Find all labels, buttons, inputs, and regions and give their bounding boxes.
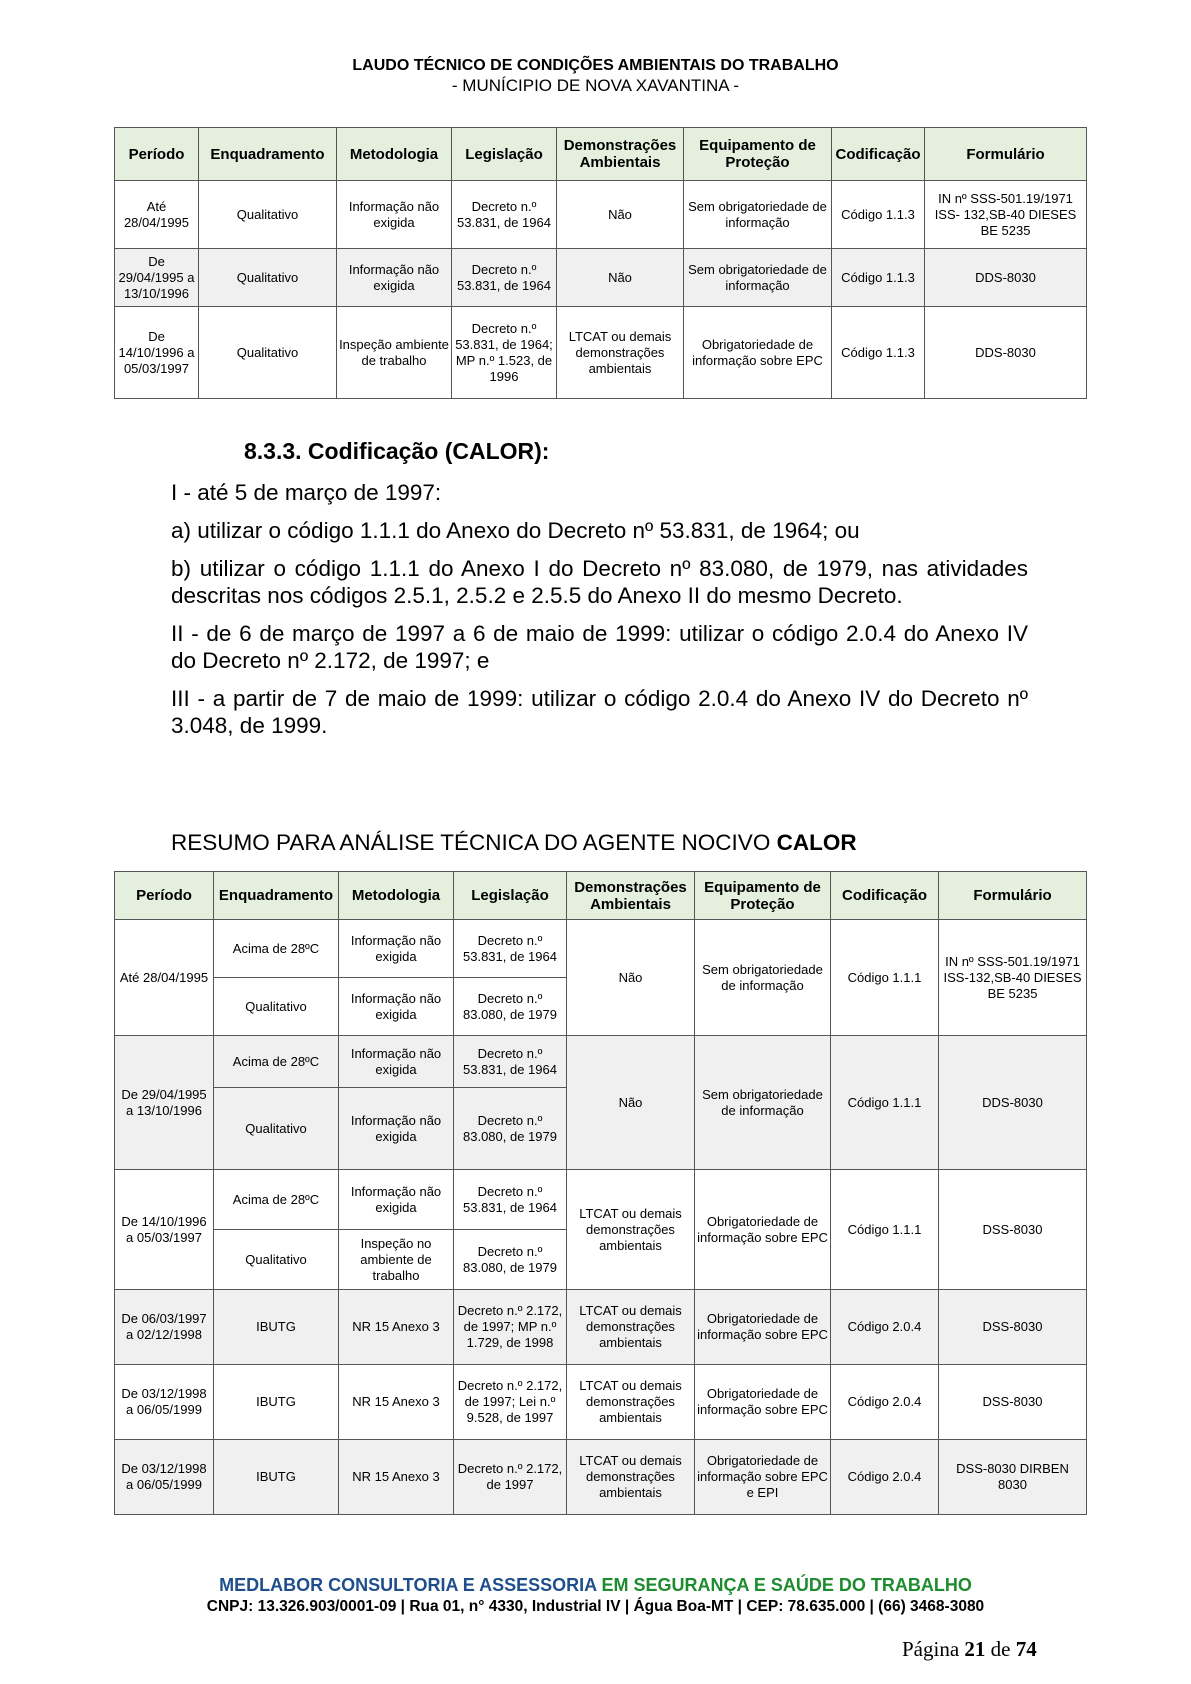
cell-legislacao: Decreto n.º 53.831, de 1964 — [452, 181, 557, 249]
header-periodo: Período — [115, 128, 199, 181]
cell-enquadramento: IBUTG — [214, 1365, 339, 1440]
cell-periodo: De 29/04/1995 a 13/10/1996 — [115, 1036, 214, 1170]
page-label: Página — [902, 1637, 960, 1661]
cell-codificacao: Código 1.1.1 — [831, 1036, 939, 1170]
cell-enquadramento: Qualitativo — [214, 1088, 339, 1170]
cell-legislacao: Decreto n.º 53.831, de 1964 — [452, 249, 557, 307]
header-demonstracoes: Demonstrações Ambientais — [557, 128, 684, 181]
cell-metodologia: Informação não exigida — [339, 920, 454, 978]
cell-demonstracoes: LTCAT ou demais demonstrações ambientais — [557, 307, 684, 399]
resumo-prefix: RESUMO PARA ANÁLISE TÉCNICA DO AGENTE NOCIVO — [171, 830, 777, 855]
header-demonstracoes: Demonstrações Ambientais — [567, 872, 695, 920]
cell-formulario: DDS-8030 — [925, 307, 1087, 399]
cell-legislacao: Decreto n.º 83.080, de 1979 — [454, 978, 567, 1036]
cell-metodologia: Informação não exigida — [339, 1088, 454, 1170]
cell-metodologia: Informação não exigida — [339, 1170, 454, 1230]
document-title: LAUDO TÉCNICO DE CONDIÇÕES AMBIENTAIS DO TRABALHO — [352, 57, 839, 74]
cell-codificacao: Código 2.0.4 — [831, 1365, 939, 1440]
cell-enquadramento: Acima de 28ºC — [214, 1036, 339, 1088]
header-equipamento: Equipamento de Proteção — [695, 872, 831, 920]
header-formulario: Formulário — [939, 872, 1087, 920]
header-codificacao: Codificação — [832, 128, 925, 181]
cell-formulario: DSS-8030 — [939, 1290, 1087, 1365]
header-codificacao: Codificação — [831, 872, 939, 920]
cell-codificacao: Código 1.1.3 — [832, 181, 925, 249]
cell-codificacao: Código 1.1.1 — [831, 920, 939, 1036]
cell-codificacao: Código 2.0.4 — [831, 1290, 939, 1365]
header-metodologia: Metodologia — [339, 872, 454, 920]
resumo-agent: CALOR — [776, 830, 857, 855]
table-row — [115, 920, 1087, 978]
cell-metodologia: Informação não exigida — [339, 978, 454, 1036]
cell-legislacao: Decreto n.º 2.172, de 1997; MP n.º 1.729, de 1998 — [454, 1290, 567, 1365]
paragraph: b) utilizar o código 1.1.1 do Anexo I do Decreto nº 83.080, de 1979, nas atividades descritas nos códigos 2.5.1, 2.5.2 e 2.5.5 do Anexo II do mesmo Decreto. — [171, 556, 1028, 608]
table-resumo-calor — [114, 871, 1087, 1515]
cell-formulario: DDS-8030 — [939, 1036, 1087, 1170]
header-legislacao: Legislação — [454, 872, 567, 920]
footer-company-area: EM SEGURANÇA E SAÚDE DO TRABALHO — [601, 1575, 972, 1595]
cell-demonstracoes: LTCAT ou demais demonstrações ambientais — [567, 1440, 695, 1515]
cell-codificacao: Código 2.0.4 — [831, 1440, 939, 1515]
paragraph: II - de 6 de março de 1997 a 6 de maio de 1999: utilizar o código 2.0.4 do Anexo IV do Decreto nº 2.172, de 1997; e — [171, 621, 1028, 673]
cell-metodologia: NR 15 Anexo 3 — [339, 1440, 454, 1515]
cell-enquadramento: Qualitativo — [214, 1230, 339, 1290]
cell-periodo: De 14/10/1996 a 05/03/1997 — [115, 1170, 214, 1290]
header-equipamento: Equipamento de Proteção — [684, 128, 832, 181]
document-footer — [0, 1574, 1191, 1618]
resumo-heading — [171, 830, 857, 856]
cell-legislacao: Decreto n.º 53.831, de 1964; MP n.º 1.523, de 1996 — [452, 307, 557, 399]
cell-formulario: IN nº SSS-501.19/1971 ISS-132,SB-40 DIESES BE 5235 — [939, 920, 1087, 1036]
cell-formulario: DSS-8030 — [939, 1365, 1087, 1440]
cell-periodo: Até 28/04/1995 — [115, 920, 214, 1036]
cell-periodo: De 03/12/1998 a 06/05/1999 — [115, 1365, 214, 1440]
cell-metodologia: Inspeção ambiente de trabalho — [337, 307, 452, 399]
cell-legislacao: Decreto n.º 2.172, de 1997; Lei n.º 9.528, de 1997 — [454, 1365, 567, 1440]
cell-metodologia: Inspeção no ambiente de trabalho — [339, 1230, 454, 1290]
table-row — [115, 1440, 1087, 1515]
table-row — [115, 307, 1087, 399]
cell-metodologia: Informação não exigida — [339, 1036, 454, 1088]
section-body — [171, 479, 1028, 750]
cell-equipamento: Sem obrigatoriedade de informação — [684, 249, 832, 307]
cell-equipamento: Obrigatoriedade de informação sobre EPC — [695, 1365, 831, 1440]
cell-demonstracoes: Não — [567, 1036, 695, 1170]
table-row — [115, 1365, 1087, 1440]
header-periodo: Período — [115, 872, 214, 920]
cell-enquadramento: Acima de 28ºC — [214, 920, 339, 978]
cell-formulario: DSS-8030 — [939, 1170, 1087, 1290]
table-row — [115, 1036, 1087, 1088]
table-row — [115, 1170, 1087, 1230]
cell-enquadramento: IBUTG — [214, 1440, 339, 1515]
header-enquadramento: Enquadramento — [214, 872, 339, 920]
footer-company — [0, 1574, 1191, 1596]
cell-demonstracoes: Não — [557, 181, 684, 249]
cell-codificacao: Código 1.1.3 — [832, 307, 925, 399]
cell-legislacao: Decreto n.º 2.172, de 1997 — [454, 1440, 567, 1515]
cell-enquadramento: Qualitativo — [199, 181, 337, 249]
page-number — [902, 1637, 1037, 1662]
header-enquadramento: Enquadramento — [199, 128, 337, 181]
table-row — [115, 181, 1087, 249]
table-row — [115, 1290, 1087, 1365]
cell-equipamento: Obrigatoriedade de informação sobre EPC — [684, 307, 832, 399]
cell-legislacao: Decreto n.º 83.080, de 1979 — [454, 1230, 567, 1290]
cell-legislacao: Decreto n.º 53.831, de 1964 — [454, 1036, 567, 1088]
page-of: de — [990, 1637, 1011, 1661]
cell-periodo: De 03/12/1998 a 06/05/1999 — [115, 1440, 214, 1515]
cell-demonstracoes: Não — [557, 249, 684, 307]
table-row — [115, 249, 1087, 307]
cell-equipamento: Obrigatoriedade de informação sobre EPC e EPI — [695, 1440, 831, 1515]
cell-enquadramento: IBUTG — [214, 1290, 339, 1365]
document-header — [0, 56, 1191, 96]
footer-address: CNPJ: 13.326.903/0001-09 | Rua 01, n° 4330, Industrial IV | Água Boa-MT | CEP: 78.635.000 | (66) 3468-3080 — [206, 1598, 985, 1615]
cell-codificacao: Código 1.1.3 — [832, 249, 925, 307]
cell-equipamento: Sem obrigatoriedade de informação — [684, 181, 832, 249]
cell-periodo: Até 28/04/1995 — [115, 181, 199, 249]
cell-legislacao: Decreto n.º 83.080, de 1979 — [454, 1088, 567, 1170]
cell-enquadramento: Qualitativo — [199, 307, 337, 399]
table-header-row — [115, 872, 1087, 920]
cell-demonstracoes: Não — [567, 920, 695, 1036]
cell-metodologia: Informação não exigida — [337, 249, 452, 307]
cell-equipamento: Sem obrigatoriedade de informação — [695, 920, 831, 1036]
cell-codificacao: Código 1.1.1 — [831, 1170, 939, 1290]
cell-metodologia: NR 15 Anexo 3 — [339, 1365, 454, 1440]
cell-periodo: De 14/10/1996 a 05/03/1997 — [115, 307, 199, 399]
cell-enquadramento: Qualitativo — [199, 249, 337, 307]
cell-equipamento: Sem obrigatoriedade de informação — [695, 1036, 831, 1170]
cell-formulario: IN nº SSS-501.19/1971 ISS- 132,SB-40 DIESES BE 5235 — [925, 181, 1087, 249]
cell-legislacao: Decreto n.º 53.831, de 1964 — [454, 920, 567, 978]
cell-metodologia: NR 15 Anexo 3 — [339, 1290, 454, 1365]
cell-demonstracoes: LTCAT ou demais demonstrações ambientais — [567, 1170, 695, 1290]
footer-company-name: MEDLABOR CONSULTORIA E ASSESSORIA — [219, 1575, 597, 1595]
page-total: 74 — [1015, 1637, 1037, 1661]
document-subtitle: - MUNÍCIPIO DE NOVA XAVANTINA - — [451, 76, 740, 95]
header-legislacao: Legislação — [452, 128, 557, 181]
paragraph: I - até 5 de março de 1997: — [171, 480, 442, 505]
paragraph: a) utilizar o código 1.1.1 do Anexo do Decreto nº 53.831, de 1964; ou — [171, 518, 860, 543]
paragraph: III - a partir de 7 de maio de 1999: utilizar o código 2.0.4 do Anexo IV do Decreto nº 3.048, de 1999. — [171, 686, 1028, 738]
header-formulario: Formulário — [925, 128, 1087, 181]
section-title: 8.3.3. Codificação (CALOR): — [244, 438, 550, 464]
page-current: 21 — [964, 1637, 986, 1661]
table-codificacao-1 — [114, 127, 1087, 399]
header-metodologia: Metodologia — [337, 128, 452, 181]
cell-formulario: DSS-8030 DIRBEN 8030 — [939, 1440, 1087, 1515]
cell-periodo: De 06/03/1997 a 02/12/1998 — [115, 1290, 214, 1365]
cell-equipamento: Obrigatoriedade de informação sobre EPC — [695, 1170, 831, 1290]
cell-metodologia: Informação não exigida — [337, 181, 452, 249]
cell-legislacao: Decreto n.º 53.831, de 1964 — [454, 1170, 567, 1230]
cell-formulario: DDS-8030 — [925, 249, 1087, 307]
cell-enquadramento: Qualitativo — [214, 978, 339, 1036]
cell-enquadramento: Acima de 28ºC — [214, 1170, 339, 1230]
cell-demonstracoes: LTCAT ou demais demonstrações ambientais — [567, 1290, 695, 1365]
cell-equipamento: Obrigatoriedade de informação sobre EPC — [695, 1290, 831, 1365]
cell-demonstracoes: LTCAT ou demais demonstrações ambientais — [567, 1365, 695, 1440]
table-header-row — [115, 128, 1087, 181]
cell-periodo: De 29/04/1995 a 13/10/1996 — [115, 249, 199, 307]
